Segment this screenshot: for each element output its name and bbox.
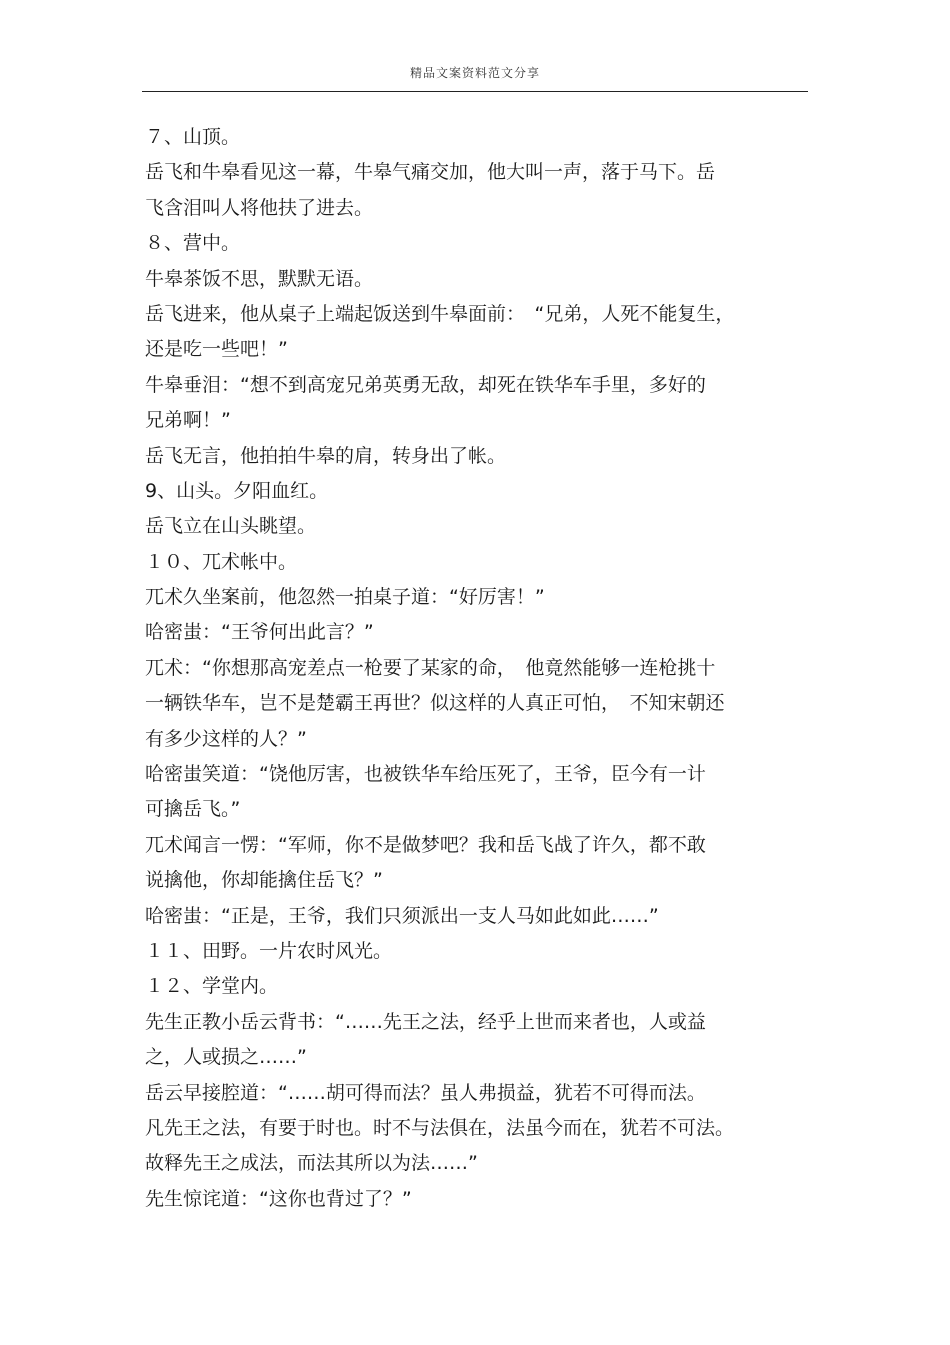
text-line: 哈密蚩：“王爷何出此言？” xyxy=(145,621,374,644)
text-line: 哈密蚩：“正是，王爷，我们只须派出一支人马如此如此……” xyxy=(145,904,659,927)
text-line: 哈密蚩笑道：“饶他厉害，也被铁华车给压死了，王爷，臣今有一计 xyxy=(145,763,706,786)
header-divider xyxy=(142,91,808,92)
text-line: 兀术久坐案前，他忽然一拍桌子道：“好厉害！” xyxy=(145,586,545,609)
text-line: 之，人或损之……” xyxy=(145,1046,307,1069)
text-line: 岳云早接腔道：“……胡可得而法？虽人弗损益，犹若不可得而法。 xyxy=(145,1081,706,1104)
text-line: 岳飞无言，他拍拍牛皋的肩，转身出了帐。 xyxy=(145,444,507,467)
text-line: 一辆铁华车，岂不是楚霸王再世？似这样的人真正可怕， 不知宋朝还 xyxy=(145,692,725,715)
text-line: 可擒岳飞。” xyxy=(145,798,241,821)
text-line: 岳飞立在山头眺望。 xyxy=(145,515,317,538)
text-line: 兀术：“你想那高宠差点一枪要了某家的命， 他竟然能够一连枪挑十 xyxy=(145,656,716,679)
text-line: 牛皋茶饭不思，默默无语。 xyxy=(145,267,374,290)
text-line: 还是吃一些吧！” xyxy=(145,338,288,361)
text-line: 岳飞进来，他从桌子上端起饭送到牛皋面前： “兄弟，人死不能复生， xyxy=(145,302,735,325)
text-line: １１、田野。一片农时风光。 xyxy=(145,939,393,962)
page-header: 精品文案资料范文分享 xyxy=(409,66,540,80)
text-line: 先生惊诧道：“这你也背过了？” xyxy=(145,1187,412,1210)
text-line: 先生正教小岳云背书：“……先王之法，经乎上世而来者也，人或益 xyxy=(145,1010,706,1033)
text-line: ８、营中。 xyxy=(145,232,241,255)
text-line: １０、兀术帐中。 xyxy=(145,550,298,573)
text-line: 兄弟啊！” xyxy=(145,409,231,432)
text-line: 兀术闻言一愣：“军师，你不是做梦吧？我和岳飞战了许久，都不敢 xyxy=(145,833,706,856)
text-line: 凡先王之法，有要于时也。时不与法俱在，法虽今而在，犹若不可法。 xyxy=(145,1116,735,1139)
text-line: 故释先王之成法，而法其所以为法……” xyxy=(145,1152,478,1175)
text-line: 说擒他，你却能擒住岳飞？” xyxy=(145,869,383,892)
text-line: 飞含泪叫人将他扶了进去。 xyxy=(145,196,374,219)
document-body xyxy=(145,120,805,1217)
text-line: 有多少这样的人？” xyxy=(145,727,307,750)
text-line: 岳飞和牛皋看见这一幕，牛皋气痛交加，他大叫一声，落于马下。岳 xyxy=(145,161,716,184)
text-line: １２、学堂内。 xyxy=(145,975,279,998)
text-line: ７、山顶。 xyxy=(145,126,241,148)
text-line: 9、山头。夕阳血红。 xyxy=(145,479,329,502)
text-line: 牛皋垂泪：“想不到高宠兄弟英勇无敌，却死在铁华车手里，多好的 xyxy=(145,373,706,396)
